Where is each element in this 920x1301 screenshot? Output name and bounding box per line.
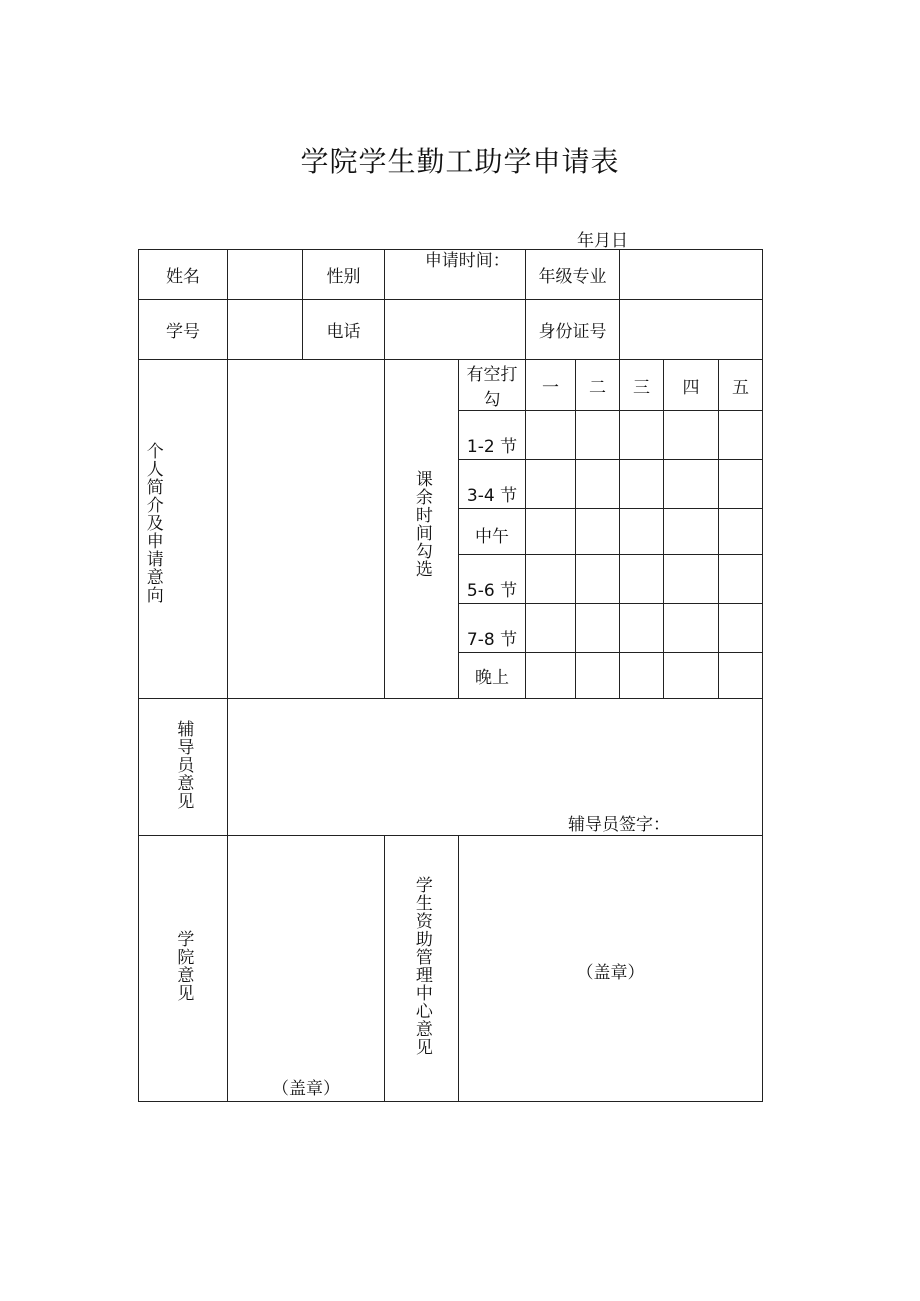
schedule-checkbox[interactable]: [526, 411, 576, 460]
grade-major-field[interactable]: [620, 250, 763, 300]
intro-label: 个人简介及申请意向: [142, 442, 163, 604]
center-label-cell: [385, 836, 459, 1102]
college-opinion-field[interactable]: [228, 836, 385, 1102]
day-header: 二: [576, 360, 620, 411]
schedule-checkbox[interactable]: [576, 460, 620, 509]
student-id-label: 学号: [139, 300, 228, 360]
day-header: 一: [526, 360, 576, 411]
schedule-label-cell: [385, 360, 459, 699]
center-opinion-field[interactable]: [459, 836, 763, 1102]
period-label: 1-2 节: [459, 411, 526, 460]
schedule-checkbox[interactable]: [664, 509, 719, 555]
schedule-checkbox[interactable]: [719, 411, 763, 460]
period-label: 晚上: [459, 653, 526, 699]
check-header: 有空打勾: [459, 360, 526, 411]
phone-field[interactable]: [385, 300, 526, 360]
day-header: 四: [664, 360, 719, 411]
schedule-checkbox[interactable]: [719, 460, 763, 509]
schedule-checkbox[interactable]: [526, 460, 576, 509]
application-form-table: [138, 249, 763, 1102]
schedule-checkbox[interactable]: [620, 555, 664, 604]
day-header: 五: [719, 360, 763, 411]
schedule-checkbox[interactable]: [719, 509, 763, 555]
schedule-checkbox[interactable]: [664, 653, 719, 699]
schedule-checkbox[interactable]: [576, 509, 620, 555]
center-label: 学生资助管理中心意见: [411, 876, 432, 1056]
college-stamp-label: （盖章）: [272, 1079, 340, 1099]
period-label: 中午: [459, 509, 526, 555]
schedule-checkbox[interactable]: [664, 604, 719, 653]
period-label: 5-6 节: [459, 555, 526, 604]
schedule-checkbox[interactable]: [576, 555, 620, 604]
id-card-field[interactable]: [620, 300, 763, 360]
period-label: 3-4 节: [459, 460, 526, 509]
schedule-checkbox[interactable]: [620, 411, 664, 460]
phone-label: 电话: [303, 300, 385, 360]
schedule-checkbox[interactable]: [664, 460, 719, 509]
schedule-checkbox[interactable]: [576, 653, 620, 699]
gender-label: 性别: [303, 250, 385, 300]
schedule-checkbox[interactable]: [719, 555, 763, 604]
college-label: 学院意见: [173, 930, 194, 1002]
date-ymd: 年月日: [577, 231, 628, 251]
schedule-checkbox[interactable]: [664, 555, 719, 604]
counselor-signature-label: 辅导员签字：: [568, 815, 671, 835]
application-date-label: 申请时间：: [424, 251, 510, 271]
center-stamp-label: （盖章）: [576, 963, 645, 983]
schedule-checkbox[interactable]: [526, 653, 576, 699]
college-label-cell: [139, 836, 228, 1102]
schedule-label: 课余时间勾选: [411, 470, 432, 578]
day-header: 三: [620, 360, 664, 411]
schedule-checkbox[interactable]: [620, 460, 664, 509]
name-field[interactable]: [228, 250, 303, 300]
schedule-checkbox[interactable]: [576, 411, 620, 460]
student-id-field[interactable]: [228, 300, 303, 360]
name-label: 姓名: [139, 250, 228, 300]
schedule-checkbox[interactable]: [526, 604, 576, 653]
counselor-label: 辅导员意见: [173, 719, 194, 810]
counselor-label-cell: [139, 699, 228, 836]
period-label: 7-8 节: [459, 604, 526, 653]
schedule-checkbox[interactable]: [719, 604, 763, 653]
schedule-checkbox[interactable]: [620, 604, 664, 653]
gender-field[interactable]: [385, 250, 526, 300]
schedule-checkbox[interactable]: [719, 653, 763, 699]
id-card-label: 身份证号: [526, 300, 620, 360]
grade-major-label: 年级专业: [526, 250, 620, 300]
schedule-checkbox[interactable]: [526, 555, 576, 604]
schedule-checkbox[interactable]: [576, 604, 620, 653]
schedule-checkbox[interactable]: [620, 509, 664, 555]
intro-label-cell: [139, 360, 228, 699]
form-title: 学院学生勤工助学申请表: [300, 145, 620, 178]
intro-field[interactable]: [228, 360, 385, 699]
schedule-checkbox[interactable]: [526, 509, 576, 555]
schedule-checkbox[interactable]: [620, 653, 664, 699]
schedule-checkbox[interactable]: [664, 411, 719, 460]
counselor-opinion-field[interactable]: [228, 699, 763, 836]
